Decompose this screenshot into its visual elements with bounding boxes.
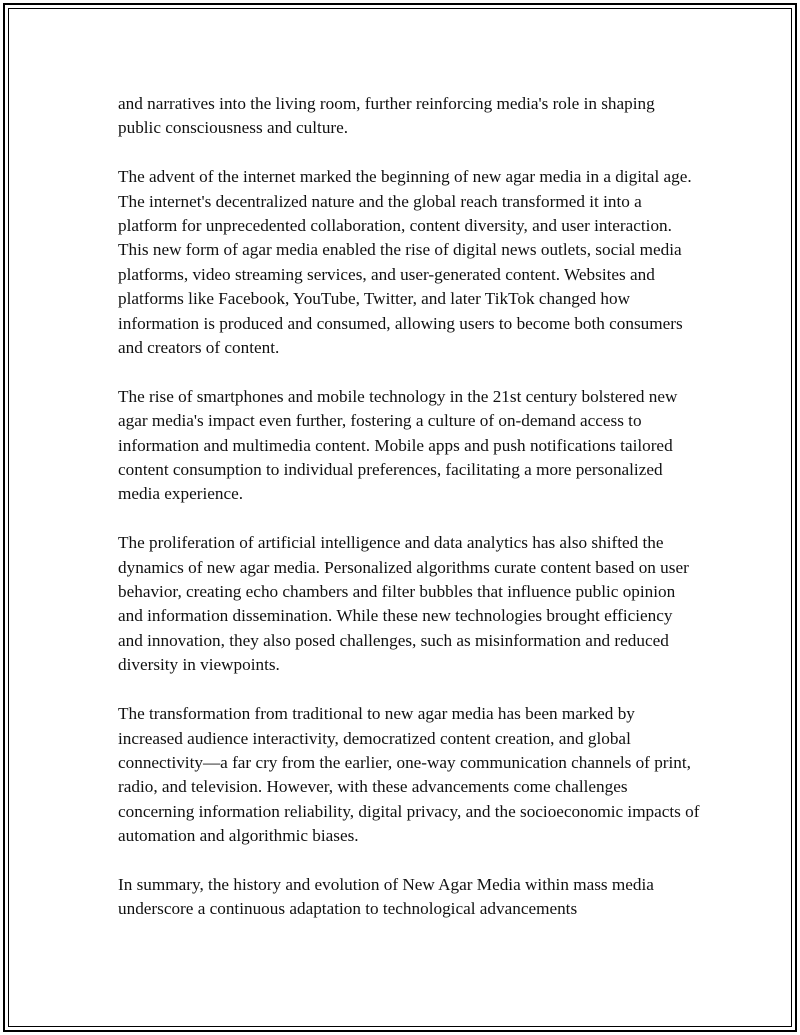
paragraph-3: The rise of smartphones and mobile technology in the 21st century bolstered new agar media's impact even further, fostering a culture of on-demand access to information and multimedia content. Mobile apps and push notifications tailored content consumption to individual preferences, facilitating a more personalized media experience.: [118, 386, 678, 504]
paragraph-1: and narratives into the living room, further reinforcing media's role in shaping public consciousness and culture.: [118, 94, 655, 138]
paragraph-2: The advent of the internet marked the beginning of new agar media in a digital age. The internet's decentralized nature and the global reach transformed it into a platform for unprecedented collaboration, content diversity, and user interaction. This new form of agar media enabled the rise of digital news outlets, social media platforms, video streaming services, and user-generated content. Websites and platforms like Facebook, YouTube, Twitter, and later TikTok changed how information is produced and consumed, allowing users to become both consumers and creators of content.: [118, 167, 692, 358]
paragraph-6: In summary, the history and evolution of New Agar Media within mass media underscore a continuous adaptation to technological advancements: [118, 874, 654, 919]
paragraph-5: The transformation from traditional to new agar media has been marked by increased audience interactivity, democratized content creation, and global connectivity—a far cry from the earlier, one-way communication channels of print, radio, and television. However, with these advancements come challenges concerning information reliability, digital privacy, and the socioeconomic impacts of automation and algorithmic biases.: [118, 704, 700, 846]
paragraph-4: The proliferation of artificial intelligence and data analytics has also shifted the dynamics of new agar media. Personalized algorithms curate content based on user behavior, creating echo chambers and filter bubbles that influence public opinion and information dissemination. While these new technologies brought efficiency and innovation, they also posed challenges, such as misinformation and reduced diversity in viewpoints.: [118, 533, 689, 675]
document-body: [118, 92, 700, 946]
